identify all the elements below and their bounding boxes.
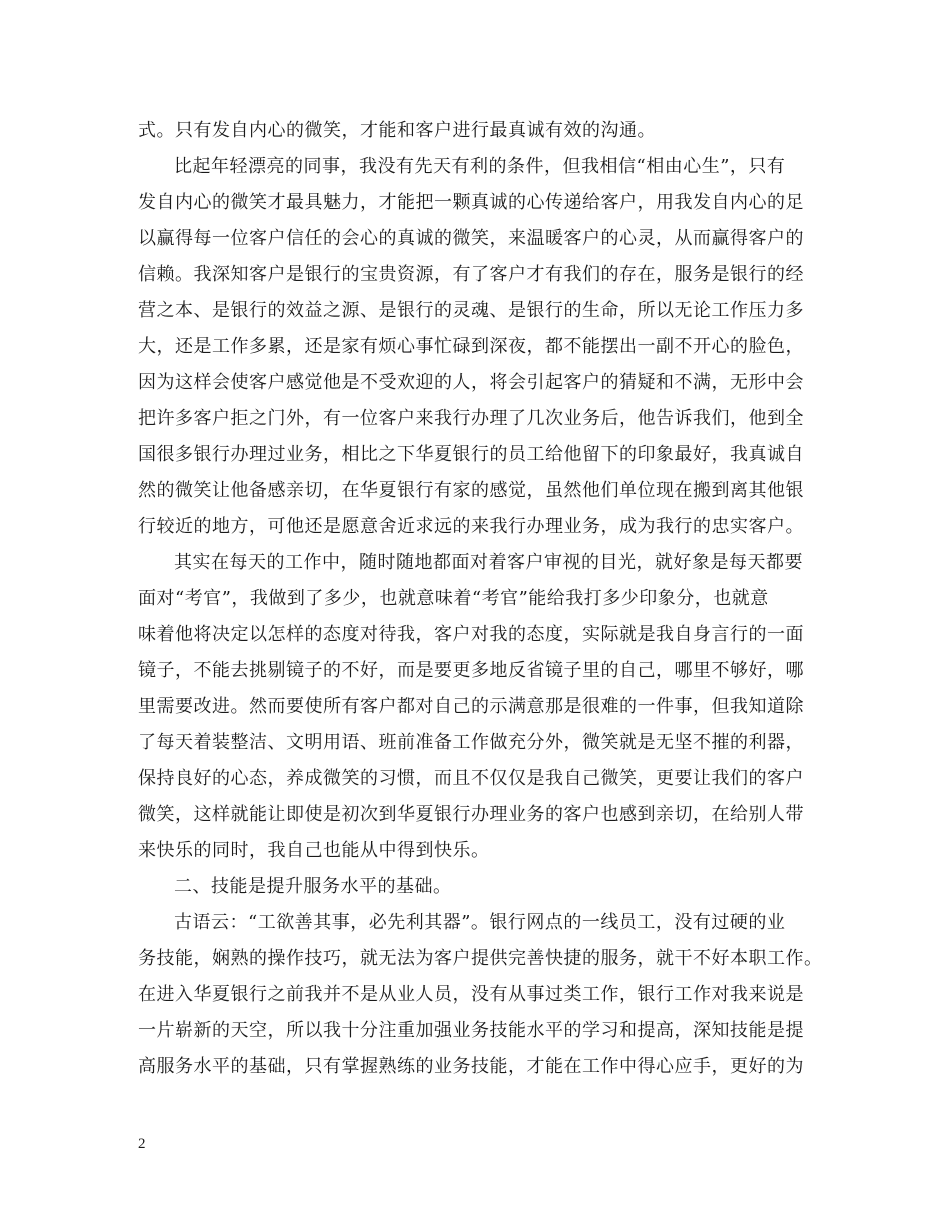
text-line: 大，还是工作多累，还是家有烦心事忙碌到深夜，都不能摆出一副不开心的脸色， — [138, 336, 804, 357]
text-line: 味着他将决定以怎样的态度对待我，客户对我的态度，实际就是我自身言行的一面 — [138, 624, 804, 645]
page-number: 2 — [138, 1136, 146, 1152]
text-line: 在进入华夏银行之前我并不是从业人员，没有从事过类工作，银行工作对我来说是 — [138, 984, 804, 1005]
text-line: 然的微笑让他备感亲切，在华夏银行有家的感觉，虽然他们单位现在搬到离其他银 — [138, 480, 804, 501]
text-line: 务技能，娴熟的操作技巧，就无法为客户提供完善快捷的服务，就干不好本职工作。 — [138, 948, 823, 969]
text-line: 保持良好的心态，养成微笑的习惯，而且不仅仅是我自己微笑，更要让我们的客户 — [138, 768, 804, 789]
text-line: 了每天着装整洁、文明用语、班前准备工作做充分外，微笑就是无坚不摧的利器， — [138, 732, 804, 753]
text-line: 来快乐的同时，我自己也能从中得到快乐。 — [138, 840, 490, 861]
body-text — [138, 113, 822, 1085]
text-line: 微笑，这样就能让即使是初次到华夏银行办理业务的客户也感到亲切，在给别人带 — [138, 804, 804, 825]
text-line: 高服务水平的基础，只有掌握熟练的业务技能，才能在工作中得心应手，更好的为 — [138, 1056, 804, 1077]
text-line: 信赖。我深知客户是银行的宝贵资源，有了客户才有我们的存在，服务是银行的经 — [138, 264, 804, 285]
text-line: 二、技能是提升服务水平的基础。 — [174, 876, 452, 897]
text-line: 发自内心的微笑才最具魅力，才能把一颗真诚的心传递给客户，用我发自内心的足 — [138, 192, 804, 213]
text-line: 里需要改进。然而要使所有客户都对自己的示满意那是很难的一件事，但我知道除 — [138, 696, 804, 717]
text-line: 式。只有发自内心的微笑，才能和客户进行最真诚有效的沟通。 — [138, 120, 656, 141]
text-line: 因为这样会使客户感觉他是不受欢迎的人，将会引起客户的猜疑和不满，无形中会 — [138, 372, 804, 393]
text-line: 一片崭新的天空，所以我十分注重加强业务技能水平的学习和提高，深知技能是提 — [138, 1020, 804, 1041]
text-line: 国很多银行办理过业务，相比之下华夏银行的员工给他留下的印象最好，我真诚自 — [138, 444, 804, 465]
text-line: 其实在每天的工作中，随时随地都面对着客户审视的目光，就好象是每天都要 — [174, 552, 803, 573]
text-line: 以赢得每一位客户信任的会心的真诚的微笑，来温暖客户的心灵，从而赢得客户的 — [138, 228, 804, 249]
text-line: 把许多客户拒之门外，有一位客户来我行办理了几次业务后，他告诉我们，他到全 — [138, 408, 804, 429]
text-line: 面对“考官”，我做到了多少，也就意味着“考官”能给我打多少印象分，也就意 — [138, 588, 769, 609]
text-line: 行较近的地方，可他还是愿意舍近求远的来我行办理业务，成为我行的忠实客户。 — [138, 516, 804, 537]
text-line: 古语云：“工欲善其事，必先利其器”。银行网点的一线员工，没有过硬的业 — [174, 912, 786, 933]
text-line: 营之本、是银行的效益之源、是银行的灵魂、是银行的生命，所以无论工作压力多 — [138, 300, 804, 321]
text-line: 比起年轻漂亮的同事，我没有先天有利的条件，但我相信“相由心生”，只有 — [174, 156, 786, 177]
text-line: 镜子，不能去挑剔镜子的不好，而是要更多地反省镜子里的自己，哪里不够好，哪 — [138, 660, 804, 681]
